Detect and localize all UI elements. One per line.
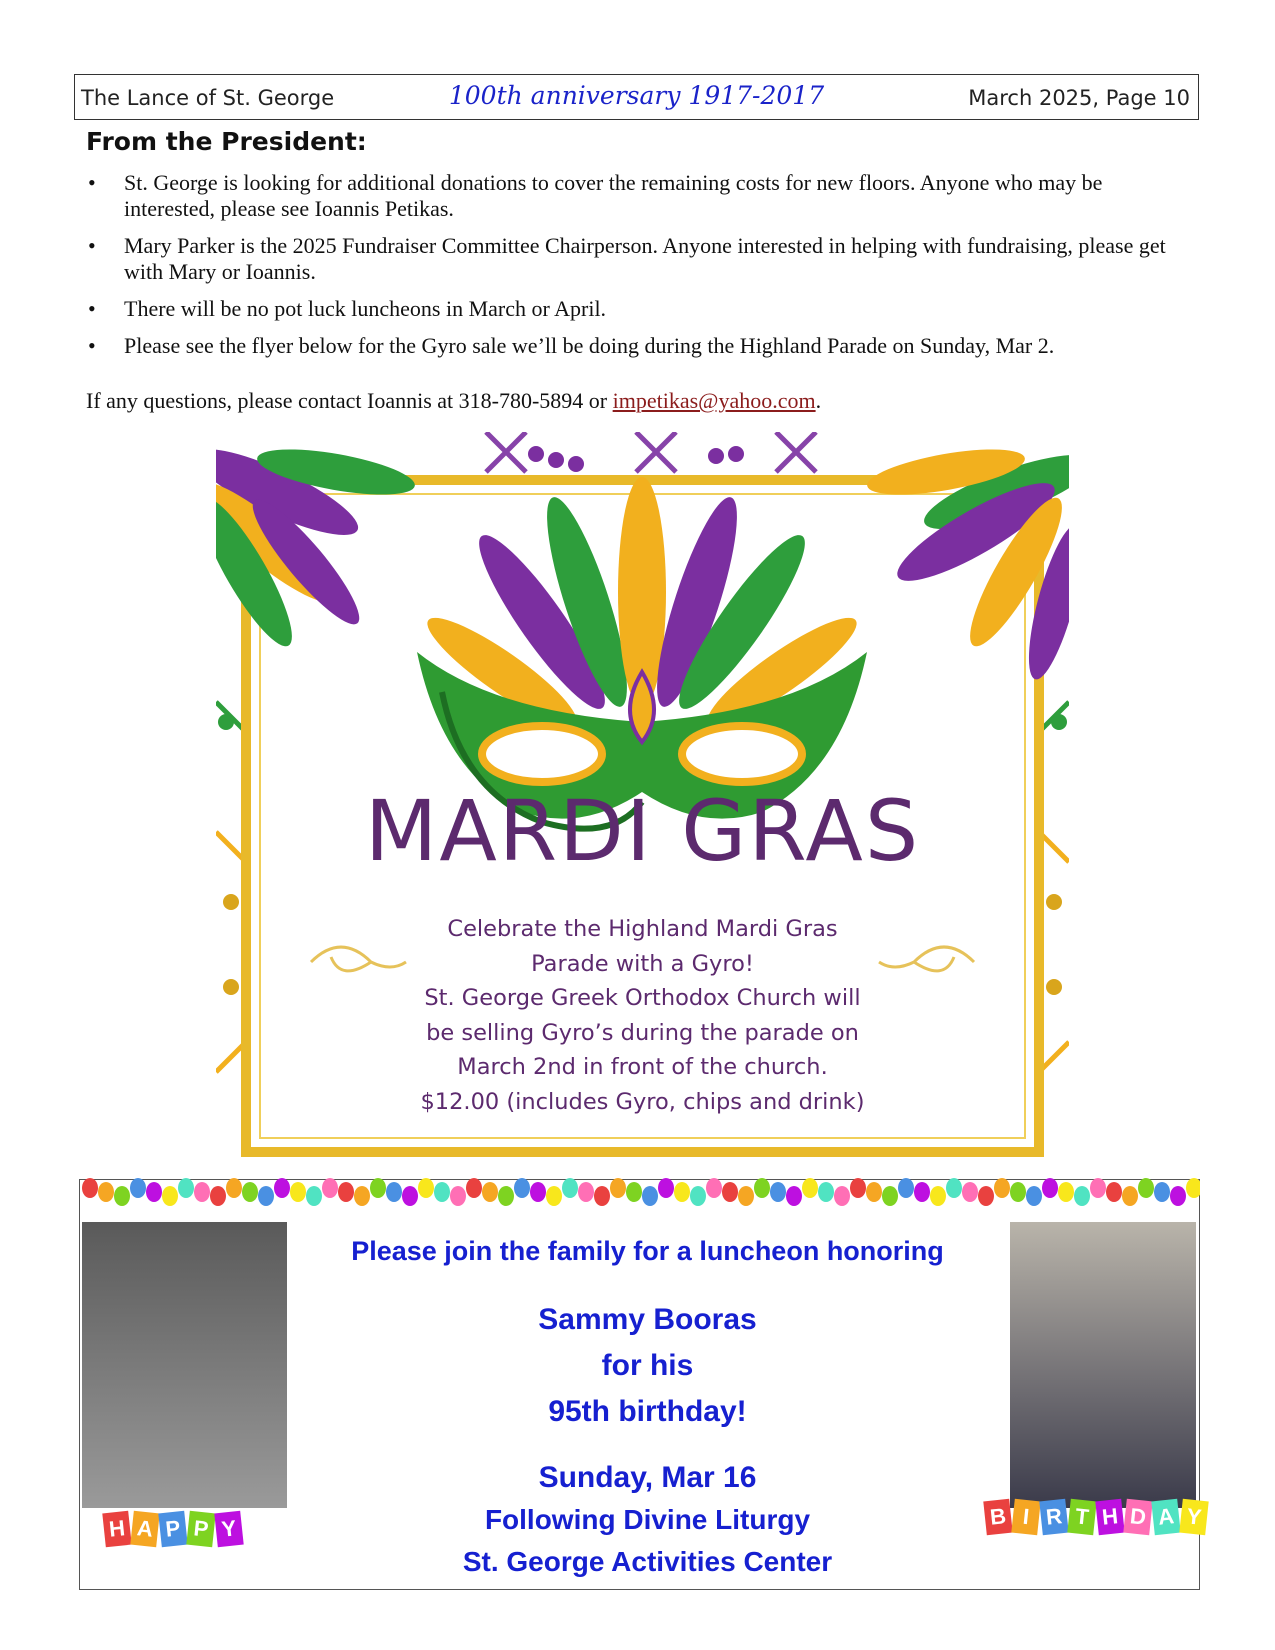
balloon-icon bbox=[418, 1178, 434, 1198]
bullet-icon: • bbox=[88, 333, 96, 358]
bullet-icon: • bbox=[88, 233, 96, 258]
banner-letter: B bbox=[983, 1499, 1012, 1536]
balloon-icon bbox=[1106, 1182, 1122, 1202]
event-timing: Following Divine Liturgy bbox=[484, 1504, 811, 1535]
balloon-icon bbox=[642, 1186, 658, 1206]
contact-line: If any questions, please contact Ioannis at 318-780-5894 or impetikas@yahoo.com. bbox=[86, 388, 822, 413]
banner-letter: T bbox=[1067, 1499, 1096, 1536]
elderly-portrait-photo bbox=[1010, 1222, 1196, 1508]
balloon-icon bbox=[162, 1186, 178, 1206]
balloon-icon bbox=[546, 1186, 562, 1206]
balloon-icon bbox=[578, 1182, 594, 1202]
balloon-icon bbox=[146, 1182, 162, 1202]
balloon-icon bbox=[1186, 1178, 1200, 1198]
balloon-border bbox=[80, 1170, 1200, 1210]
balloon-icon bbox=[754, 1178, 770, 1198]
balloon-icon bbox=[1090, 1178, 1106, 1198]
balloon-icon bbox=[306, 1186, 322, 1206]
balloon-icon bbox=[802, 1178, 818, 1198]
balloon-icon bbox=[242, 1182, 258, 1202]
balloon-icon bbox=[258, 1186, 274, 1206]
balloon-icon bbox=[450, 1186, 466, 1206]
balloon-icon bbox=[674, 1182, 690, 1202]
bullet-icon: • bbox=[88, 296, 96, 321]
happy-banner bbox=[104, 1512, 244, 1546]
banner-letter: P bbox=[158, 1511, 187, 1548]
flyer-headline: MARDI GRAS bbox=[364, 782, 921, 880]
section-title: From the President: bbox=[86, 127, 367, 156]
banner-letter: A bbox=[1151, 1499, 1180, 1536]
balloon-icon bbox=[882, 1186, 898, 1206]
balloon-icon bbox=[626, 1182, 642, 1202]
balloon-icon bbox=[1074, 1186, 1090, 1206]
bullet-item: • Mary Parker is the 2025 Fundraiser Committee Chairperson. Anyone interested in helping with fundraising, please get with Mary or Ioannis. bbox=[88, 233, 1166, 284]
balloon-icon bbox=[1042, 1178, 1058, 1198]
banner-letter: H bbox=[102, 1511, 131, 1548]
balloon-icon bbox=[738, 1186, 754, 1206]
balloon-icon bbox=[786, 1186, 802, 1206]
balloon-icon bbox=[610, 1178, 626, 1198]
balloon-icon bbox=[946, 1178, 962, 1198]
balloon-icon bbox=[898, 1178, 914, 1198]
balloon-icon bbox=[338, 1182, 354, 1202]
balloon-icon bbox=[978, 1186, 994, 1206]
mardi-gras-flyer bbox=[216, 432, 1069, 1162]
balloon-icon bbox=[594, 1186, 610, 1206]
balloon-icon bbox=[930, 1186, 946, 1206]
president-bullet-list bbox=[84, 170, 1194, 370]
honoree-lines: Sammy Booras for his 95th birthday! bbox=[538, 1303, 757, 1428]
balloon-icon bbox=[386, 1182, 402, 1202]
balloon-icon bbox=[498, 1186, 514, 1206]
balloon-icon bbox=[834, 1186, 850, 1206]
balloon-icon bbox=[194, 1182, 210, 1202]
banner-letter: Y bbox=[1179, 1499, 1208, 1536]
event-date: Sunday, Mar 16 bbox=[538, 1461, 757, 1494]
balloon-icon bbox=[690, 1186, 706, 1206]
balloon-icon bbox=[130, 1178, 146, 1198]
balloon-icon bbox=[914, 1182, 930, 1202]
balloon-icon bbox=[514, 1178, 530, 1198]
newsletter-name: The Lance of St. George bbox=[81, 86, 335, 110]
balloon-icon bbox=[354, 1186, 370, 1206]
balloon-icon bbox=[722, 1182, 738, 1202]
issue-date-page: March 2025, Page 10 bbox=[968, 86, 1190, 110]
balloon-icon bbox=[1026, 1186, 1042, 1206]
balloon-icon bbox=[98, 1182, 114, 1202]
balloon-icon bbox=[1170, 1186, 1186, 1206]
balloon-icon bbox=[1122, 1186, 1138, 1206]
flyer-description: Celebrate the Highland Mardi Gras Parade with a Gyro! St. George Greek Orthodox Church will be selling Gyro’s during the parade on March 2nd in front of the church. $12.00 (includes Gyro, chips and drink) bbox=[420, 916, 865, 1115]
balloon-icon bbox=[210, 1186, 226, 1206]
young-portrait-photo bbox=[82, 1222, 287, 1508]
balloon-icon bbox=[370, 1178, 386, 1198]
balloon-icon bbox=[482, 1182, 498, 1202]
balloon-icon bbox=[178, 1178, 194, 1198]
balloon-icon bbox=[466, 1178, 482, 1198]
balloon-icon bbox=[850, 1178, 866, 1198]
balloon-icon bbox=[82, 1178, 98, 1198]
banner-letter: I bbox=[1011, 1499, 1040, 1536]
page-header bbox=[74, 74, 1199, 120]
birthday-banner bbox=[985, 1500, 1209, 1534]
balloon-icon bbox=[434, 1182, 450, 1202]
balloon-icon bbox=[962, 1182, 978, 1202]
balloon-icon bbox=[226, 1178, 242, 1198]
balloon-icon bbox=[1058, 1182, 1074, 1202]
email-link[interactable]: impetikas@yahoo.com bbox=[612, 388, 816, 413]
banner-letter: D bbox=[1123, 1499, 1152, 1536]
balloon-icon bbox=[274, 1178, 290, 1198]
banner-letter: H bbox=[1095, 1499, 1124, 1536]
banner-letter: R bbox=[1039, 1499, 1068, 1536]
balloon-icon bbox=[402, 1186, 418, 1206]
banner-letter: P bbox=[186, 1511, 215, 1548]
balloon-icon bbox=[770, 1182, 786, 1202]
balloon-icon bbox=[562, 1178, 578, 1198]
bullet-item: • St. George is looking for additional donations to cover the remaining costs for new floors. Anyone who may be interested, please see Ioannis Petikas. bbox=[88, 170, 1103, 221]
balloon-icon bbox=[818, 1182, 834, 1202]
bullet-item: • There will be no pot luck luncheons in March or April. bbox=[88, 296, 607, 321]
balloon-icon bbox=[114, 1186, 130, 1206]
luncheon-invite: Please join the family for a luncheon honoring bbox=[351, 1236, 944, 1266]
balloon-icon bbox=[290, 1182, 306, 1202]
balloon-icon bbox=[706, 1178, 722, 1198]
balloon-icon bbox=[1010, 1182, 1026, 1202]
balloon-icon bbox=[866, 1182, 882, 1202]
balloon-icon bbox=[530, 1182, 546, 1202]
balloon-icon bbox=[1138, 1178, 1154, 1198]
balloon-icon bbox=[994, 1178, 1010, 1198]
balloon-icon bbox=[658, 1178, 674, 1198]
bullet-item: • Please see the flyer below for the Gyro sale we’ll be doing during the Highland Parade on Sunday, Mar 2. bbox=[88, 333, 1055, 358]
anniversary-tagline: 100th anniversary 1917-2017 bbox=[448, 81, 825, 110]
banner-letter: A bbox=[130, 1511, 159, 1548]
balloon-icon bbox=[1154, 1182, 1170, 1202]
banner-letter: Y bbox=[214, 1511, 243, 1548]
event-location: St. George Activities Center bbox=[462, 1546, 833, 1577]
balloon-icon bbox=[322, 1178, 338, 1198]
bullet-icon: • bbox=[88, 170, 96, 195]
